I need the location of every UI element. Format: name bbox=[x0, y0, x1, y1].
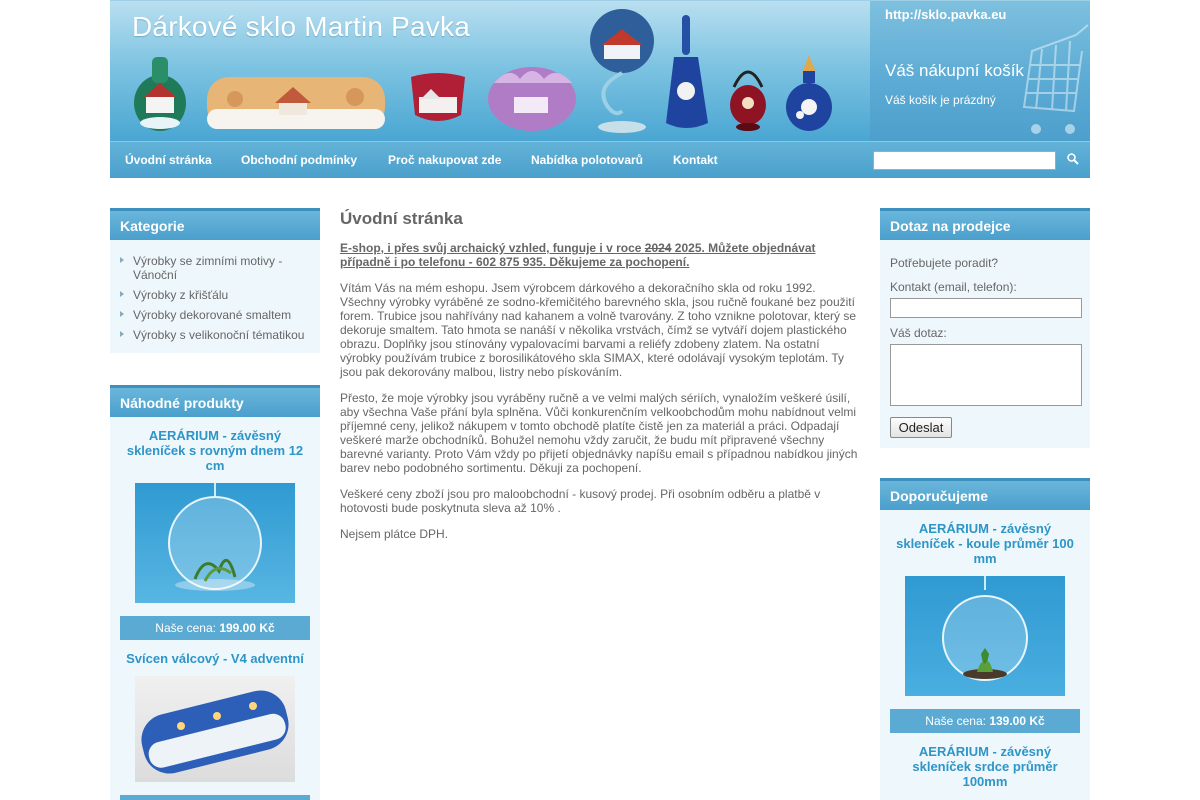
product-title[interactable]: Svícen válcový - V4 adventní bbox=[126, 651, 304, 666]
advent-tube-image bbox=[135, 676, 295, 782]
categories-heading: Kategorie bbox=[110, 208, 320, 240]
nav-home[interactable]: Úvodní stránka bbox=[125, 153, 212, 167]
blue-perfume-bottle-image bbox=[784, 55, 834, 133]
price-value: 139.00 Kč bbox=[989, 714, 1045, 728]
site-url[interactable]: http://sklo.pavka.eu bbox=[885, 7, 1007, 22]
page-title: Úvodní stránka bbox=[340, 209, 463, 228]
question-textarea[interactable] bbox=[890, 344, 1082, 406]
cart-status: Váš košík je prázdný bbox=[885, 93, 996, 107]
category-enamel[interactable] bbox=[110, 308, 320, 322]
bullet-icon bbox=[120, 291, 124, 297]
notice-part-b[interactable]: 2025. Můžete objednávat případně i po telefonu - 602 875 935. Děkujeme za pochopení. bbox=[340, 241, 816, 269]
green-vase-image bbox=[132, 51, 188, 133]
product-title[interactable]: AERÁRIUM - závěsný skleníček s rovným dnem 12 cm bbox=[126, 428, 304, 473]
page bbox=[110, 0, 1090, 800]
product-image-aerarium-hanging[interactable] bbox=[135, 483, 295, 603]
price-label: Naše cena: bbox=[155, 621, 216, 635]
nav-terms[interactable]: Obchodní podmínky bbox=[241, 153, 357, 167]
notice-part-a[interactable]: E-shop, i přes svůj archaický vzhled, funguje i v roce bbox=[340, 241, 645, 255]
category-crystal[interactable] bbox=[110, 288, 320, 302]
category-easter[interactable] bbox=[110, 328, 320, 342]
pricing-paragraph: Veškeré ceny zboží jsou pro maloobchodní - kusový prodej. Při osobním odběru a platbě v hotovosti bude poskytnuta sleva až 10% . bbox=[340, 487, 821, 515]
search-input[interactable] bbox=[873, 151, 1056, 170]
bullet-icon bbox=[120, 331, 124, 337]
categories-box bbox=[110, 240, 320, 353]
tube-candleholder-image bbox=[205, 73, 387, 133]
recommended-heading: Doporučujeme bbox=[880, 478, 1090, 510]
contact-heading: Dotaz na prodejce bbox=[880, 208, 1090, 240]
main-nav bbox=[110, 141, 1090, 178]
question-label: Váš dotaz: bbox=[890, 326, 947, 340]
magnifier-icon bbox=[1066, 152, 1080, 166]
nav-semi-products[interactable]: Nabídka polotovarů bbox=[531, 153, 644, 167]
cart-title[interactable]: Váš nákupní košík bbox=[885, 61, 1024, 80]
category-crystal-label[interactable]: Výrobky z křišťálu bbox=[133, 288, 229, 302]
product-title[interactable]: AERÁRIUM - závěsný skleníček srdce průměr 100mm bbox=[912, 744, 1058, 789]
blue-bell-image bbox=[662, 13, 712, 133]
nav-contact[interactable]: Kontakt bbox=[673, 153, 718, 167]
notice-struck-year[interactable]: 2024 bbox=[644, 241, 672, 255]
recommended-box bbox=[880, 510, 1090, 800]
category-enamel-label[interactable]: Výrobky dekorované smaltem bbox=[133, 308, 292, 322]
price-value: 199.00 Kč bbox=[219, 621, 275, 635]
vat-paragraph: Nejsem plátce DPH. bbox=[340, 527, 449, 541]
category-winter-label[interactable]: Výrobky se zimními motivy - Vánoční bbox=[133, 254, 283, 282]
search-button[interactable] bbox=[1065, 151, 1081, 169]
price-label: Naše cena: bbox=[925, 714, 986, 728]
product-price bbox=[890, 709, 1080, 733]
random-products-heading: Náhodné produkty bbox=[110, 385, 320, 417]
product-price-cut bbox=[120, 795, 310, 800]
banner[interactable] bbox=[110, 0, 870, 141]
category-easter-label[interactable]: Výrobky s velikonoční tématikou bbox=[133, 328, 305, 342]
notice[interactable] bbox=[340, 241, 830, 269]
bullet-icon bbox=[120, 311, 124, 317]
cart-panel[interactable] bbox=[870, 0, 1090, 141]
service-paragraph: Přesto, že moje výrobky jsou vyráběny ručně a ve velmi malých sériích, vynaložím veškeré úsilí, aby všechna Vaše přání byla splněna. Vůči konkurenčním velkoobchodům mohu nabídnout velmi příjemné ceny, jelikož nákupem v tomto obchodě platíte čistě jen za materiál a práci. Odpadají veškeré marže obchodníků. Bohužel nemohu vždy zaručit, že budu mít připravené všechny barevné varianty. Proto Vám vždy po přijetí objednávky napíšu email s případnou nabídkou jiných barev nebo podobného sortimentu. Děkuji za pochopení. bbox=[340, 391, 858, 475]
red-cup-image bbox=[407, 71, 469, 127]
contact-input[interactable] bbox=[890, 298, 1082, 318]
send-button[interactable]: Odeslat bbox=[890, 417, 952, 438]
category-winter[interactable] bbox=[110, 254, 320, 282]
product-price bbox=[120, 616, 310, 640]
aerarium-globe-image bbox=[135, 483, 295, 603]
purple-bowl-image bbox=[486, 61, 578, 133]
globe-stand-image bbox=[588, 7, 658, 133]
red-basket-image bbox=[728, 57, 768, 133]
bullet-icon bbox=[120, 257, 124, 263]
product-image-aerarium-ball[interactable] bbox=[905, 576, 1065, 696]
contact-label: Kontakt (email, telefon): bbox=[890, 280, 1017, 294]
site-title[interactable]: Dárkové sklo Martin Pavka bbox=[132, 11, 471, 42]
nav-why-buy[interactable]: Proč nakupovat zde bbox=[388, 153, 502, 167]
header bbox=[110, 0, 1090, 141]
intro-paragraph: Vítám Vás na mém eshopu. Jsem výrobcem dárkového a dekoračního skla od roku 1992. Všechny výrobky vyráběné ze sodno-křemičitého barevného skla, jsou ručně foukané bez použití forem. Trubice jsou nahřívány nad kahanem a volně tvarovány. Z toho vznikne polotovar, který se dekoruje smaltem. Tato hmota se nanáší v několika vrstvách, čímž se vytváří dojem plastického obrazu. Doplňky jsou stínovány vypalovacími barvami a reliéfy zdobeny zlatem. Na ostatní výrobky používám trubice z borosilikátového skla SIMAX, které odolávají vysokým teplotám. Ty jsou pak dekorovány malbou, listry nebo pískováním. bbox=[340, 281, 857, 379]
product-image-advent-candleholder[interactable] bbox=[135, 676, 295, 782]
product-title[interactable]: AERÁRIUM - závěsný skleníček - koule průměr 100 mm bbox=[896, 521, 1074, 566]
help-text: Potřebujete poradit? bbox=[890, 256, 999, 270]
random-products-box bbox=[110, 417, 320, 800]
aerarium-ball-image bbox=[905, 576, 1065, 696]
